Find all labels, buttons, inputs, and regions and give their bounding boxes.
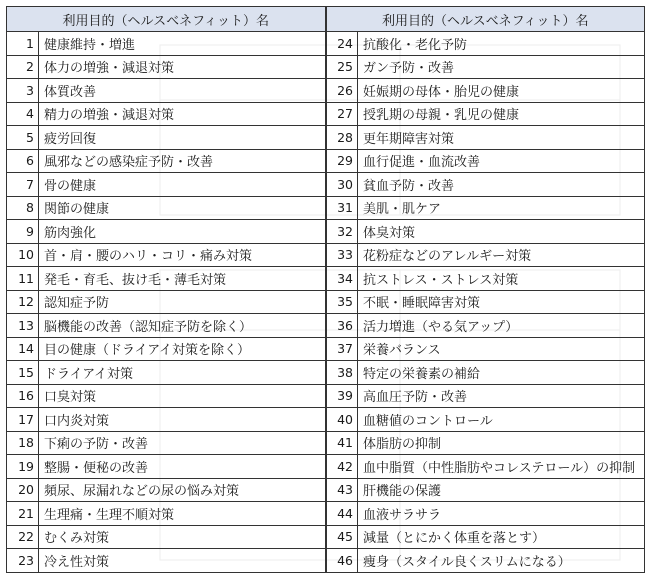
benefit-name-left: 認知症予防	[39, 290, 326, 314]
table-row	[7, 102, 645, 126]
benefit-name-left: 風邪などの感染症予防・改善	[39, 149, 326, 173]
benefit-name-right: 減量（とにかく体重を落とす）	[358, 525, 645, 549]
benefit-name-right: 肝機能の保護	[358, 478, 645, 502]
benefit-name-right: 授乳期の母親・乳児の健康	[358, 102, 645, 126]
row-number-right: 43	[326, 478, 358, 502]
row-number-left: 17	[7, 408, 39, 432]
benefit-name-left: 体質改善	[39, 79, 326, 103]
row-number-left: 10	[7, 243, 39, 267]
table-row	[7, 502, 645, 526]
row-number-left: 14	[7, 337, 39, 361]
table-row	[7, 267, 645, 291]
row-number-left: 4	[7, 102, 39, 126]
row-number-right: 35	[326, 290, 358, 314]
benefit-name-left: 骨の健康	[39, 173, 326, 197]
row-number-right: 32	[326, 220, 358, 244]
row-number-right: 39	[326, 384, 358, 408]
row-number-right: 37	[326, 337, 358, 361]
benefit-name-left: 疲労回復	[39, 126, 326, 150]
row-number-right: 31	[326, 196, 358, 220]
row-number-right: 26	[326, 79, 358, 103]
row-number-left: 12	[7, 290, 39, 314]
row-number-right: 44	[326, 502, 358, 526]
benefit-name-right: 特定の栄養素の補給	[358, 361, 645, 385]
table-row	[7, 549, 645, 573]
row-number-right: 41	[326, 431, 358, 455]
row-number-right: 36	[326, 314, 358, 338]
benefit-name-left: 冷え性対策	[39, 549, 326, 573]
benefit-name-right: 痩身（スタイル良くスリムになる）	[358, 549, 645, 573]
benefit-name-right: 妊娠期の母体・胎児の健康	[358, 79, 645, 103]
row-number-left: 9	[7, 220, 39, 244]
row-number-left: 18	[7, 431, 39, 455]
benefit-name-right: 抗ストレス・ストレス対策	[358, 267, 645, 291]
row-number-left: 21	[7, 502, 39, 526]
benefit-name-left: 頻尿、尿漏れなどの尿の悩み対策	[39, 478, 326, 502]
benefit-name-right: 血行促進・血流改善	[358, 149, 645, 173]
benefit-name-left: 口臭対策	[39, 384, 326, 408]
row-number-left: 19	[7, 455, 39, 479]
table-row	[7, 455, 645, 479]
table-row	[7, 196, 645, 220]
table-row	[7, 126, 645, 150]
row-number-left: 11	[7, 267, 39, 291]
row-number-left: 16	[7, 384, 39, 408]
row-number-left: 22	[7, 525, 39, 549]
benefit-name-left: 整腸・便秘の改善	[39, 455, 326, 479]
table-row	[7, 384, 645, 408]
benefit-name-left: 発毛・育毛、抜け毛・薄毛対策	[39, 267, 326, 291]
row-number-right: 33	[326, 243, 358, 267]
table-row	[7, 314, 645, 338]
row-number-right: 45	[326, 525, 358, 549]
benefit-name-right: 栄養バランス	[358, 337, 645, 361]
benefit-name-left: 脳機能の改善（認知症予防を除く）	[39, 314, 326, 338]
row-number-left: 8	[7, 196, 39, 220]
row-number-right: 28	[326, 126, 358, 150]
row-number-right: 46	[326, 549, 358, 573]
benefit-name-left: むくみ対策	[39, 525, 326, 549]
benefit-name-left: ドライアイ対策	[39, 361, 326, 385]
benefit-name-right: 血糖値のコントロール	[358, 408, 645, 432]
benefit-name-right: 美肌・肌ケア	[358, 196, 645, 220]
row-number-left: 7	[7, 173, 39, 197]
benefit-name-right: 体脂肪の抑制	[358, 431, 645, 455]
benefit-name-right: 貧血予防・改善	[358, 173, 645, 197]
benefit-name-left: 体力の増強・減退対策	[39, 55, 326, 79]
row-number-right: 30	[326, 173, 358, 197]
table-row	[7, 149, 645, 173]
benefit-name-left: 口内炎対策	[39, 408, 326, 432]
row-number-left: 23	[7, 549, 39, 573]
row-number-right: 38	[326, 361, 358, 385]
table-row	[7, 408, 645, 432]
row-number-left: 20	[7, 478, 39, 502]
row-number-right: 25	[326, 55, 358, 79]
row-number-left: 15	[7, 361, 39, 385]
benefit-name-left: 目の健康（ドライアイ対策を除く）	[39, 337, 326, 361]
row-number-left: 13	[7, 314, 39, 338]
table-header-row	[7, 7, 645, 32]
row-number-left: 3	[7, 79, 39, 103]
table-row	[7, 220, 645, 244]
benefit-name-right: 体臭対策	[358, 220, 645, 244]
table-row	[7, 243, 645, 267]
benefit-name-left: 関節の健康	[39, 196, 326, 220]
benefit-name-left: 健康維持・増進	[39, 32, 326, 56]
table-row	[7, 32, 645, 56]
benefit-name-left: 下痢の予防・改善	[39, 431, 326, 455]
table-row	[7, 79, 645, 103]
row-number-right: 24	[326, 32, 358, 56]
table-row	[7, 361, 645, 385]
row-number-left: 1	[7, 32, 39, 56]
health-benefit-table	[6, 6, 645, 573]
benefit-name-right: 抗酸化・老化予防	[358, 32, 645, 56]
row-number-right: 34	[326, 267, 358, 291]
row-number-right: 42	[326, 455, 358, 479]
table-row	[7, 55, 645, 79]
row-number-left: 2	[7, 55, 39, 79]
table-body	[7, 32, 645, 573]
table-row	[7, 431, 645, 455]
benefit-name-right: 更年期障害対策	[358, 126, 645, 150]
table-row	[7, 478, 645, 502]
benefit-name-right: 高血圧予防・改善	[358, 384, 645, 408]
header-left: 利用目的（ヘルスベネフィット）名	[7, 7, 326, 32]
benefit-name-right: 不眠・睡眠障害対策	[358, 290, 645, 314]
table-row	[7, 173, 645, 197]
header-right: 利用目的（ヘルスベネフィット）名	[326, 7, 645, 32]
benefit-name-left: 首・肩・腰のハリ・コリ・痛み対策	[39, 243, 326, 267]
table-row	[7, 525, 645, 549]
table-row	[7, 337, 645, 361]
row-number-left: 6	[7, 149, 39, 173]
benefit-name-right: 血中脂質（中性脂肪やコレステロール）の抑制	[358, 455, 645, 479]
benefit-name-right: 血液サラサラ	[358, 502, 645, 526]
table-row	[7, 290, 645, 314]
row-number-left: 5	[7, 126, 39, 150]
row-number-right: 27	[326, 102, 358, 126]
row-number-right: 29	[326, 149, 358, 173]
row-number-right: 40	[326, 408, 358, 432]
benefit-name-right: ガン予防・改善	[358, 55, 645, 79]
benefit-name-left: 筋肉強化	[39, 220, 326, 244]
benefit-name-left: 精力の増強・減退対策	[39, 102, 326, 126]
benefit-name-right: 花粉症などのアレルギー対策	[358, 243, 645, 267]
benefit-name-right: 活力増進（やる気アップ）	[358, 314, 645, 338]
benefit-name-left: 生理痛・生理不順対策	[39, 502, 326, 526]
